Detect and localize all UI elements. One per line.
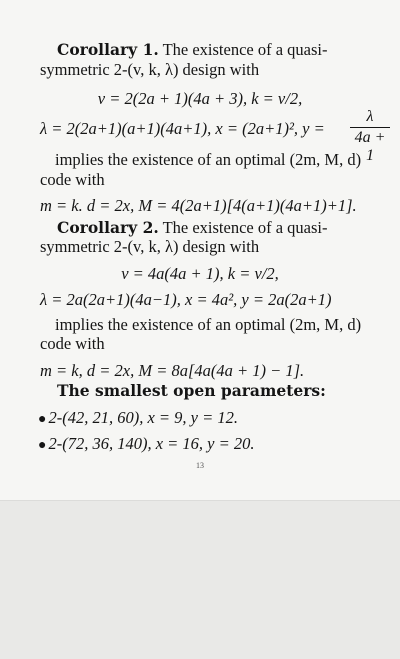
list-item: [38, 408, 238, 430]
smallest-heading: The smallest open parameters:: [57, 381, 326, 400]
list-item: [38, 434, 255, 456]
corollary1-heading: Corollary 1.: [57, 40, 159, 59]
corollary1-eq2: λ = 2(2a+1)(a+1)(4a+1), x = (2a+1)², y =: [40, 119, 325, 138]
page-number: 13: [196, 461, 204, 470]
fraction-bar: [350, 127, 390, 128]
corollary2-line1: [57, 218, 328, 238]
bullet-icon: ●: [38, 412, 47, 427]
corollary2-eq1: v = 4a(4a + 1), k = v/2,: [121, 264, 279, 283]
corollary1-implies1: implies the existence of an optimal (2m, M, d): [55, 150, 362, 169]
corollary1-implies2: code with: [40, 170, 105, 189]
corollary2-eq2: λ = 2a(2a+1)(4a−1), x = 4a², y = 2a(2a+1): [40, 290, 332, 309]
corollary1-eq3: m = k. d = 2x, M = 4(2a+1)[4(a+1)(4a+1)+1].: [40, 196, 357, 215]
bullet-icon: ●: [38, 438, 47, 453]
corollary1-text1: The existence of a quasi-: [162, 40, 328, 59]
corollary2-eq3: m = k, d = 2x, M = 8a[4a(4a + 1) − 1].: [40, 361, 305, 380]
fraction-denominator: 4a + 1: [354, 129, 386, 164]
corollary1-text2: symmetric 2-(v, k, λ) design with: [40, 60, 260, 79]
corollary1-line1: [57, 40, 328, 60]
list-item-text: 2-(72, 36, 140), x = 16, y = 20.: [48, 434, 255, 453]
corollary2-text1: The existence of a quasi-: [162, 218, 328, 237]
corollary2-text2: symmetric 2-(v, k, λ) design with: [40, 237, 260, 256]
page-lower-area: [0, 500, 400, 659]
fraction-numerator: λ: [366, 108, 374, 125]
list-item-text: 2-(42, 21, 60), x = 9, y = 12.: [48, 408, 238, 427]
corollary2-heading: Corollary 2.: [57, 218, 159, 237]
corollary2-implies2: code with: [40, 334, 105, 353]
corollary2-implies1: implies the existence of an optimal (2m, M, d): [55, 315, 362, 334]
corollary1-eq1: v = 2(2a + 1)(4a + 3), k = v/2,: [97, 89, 303, 108]
